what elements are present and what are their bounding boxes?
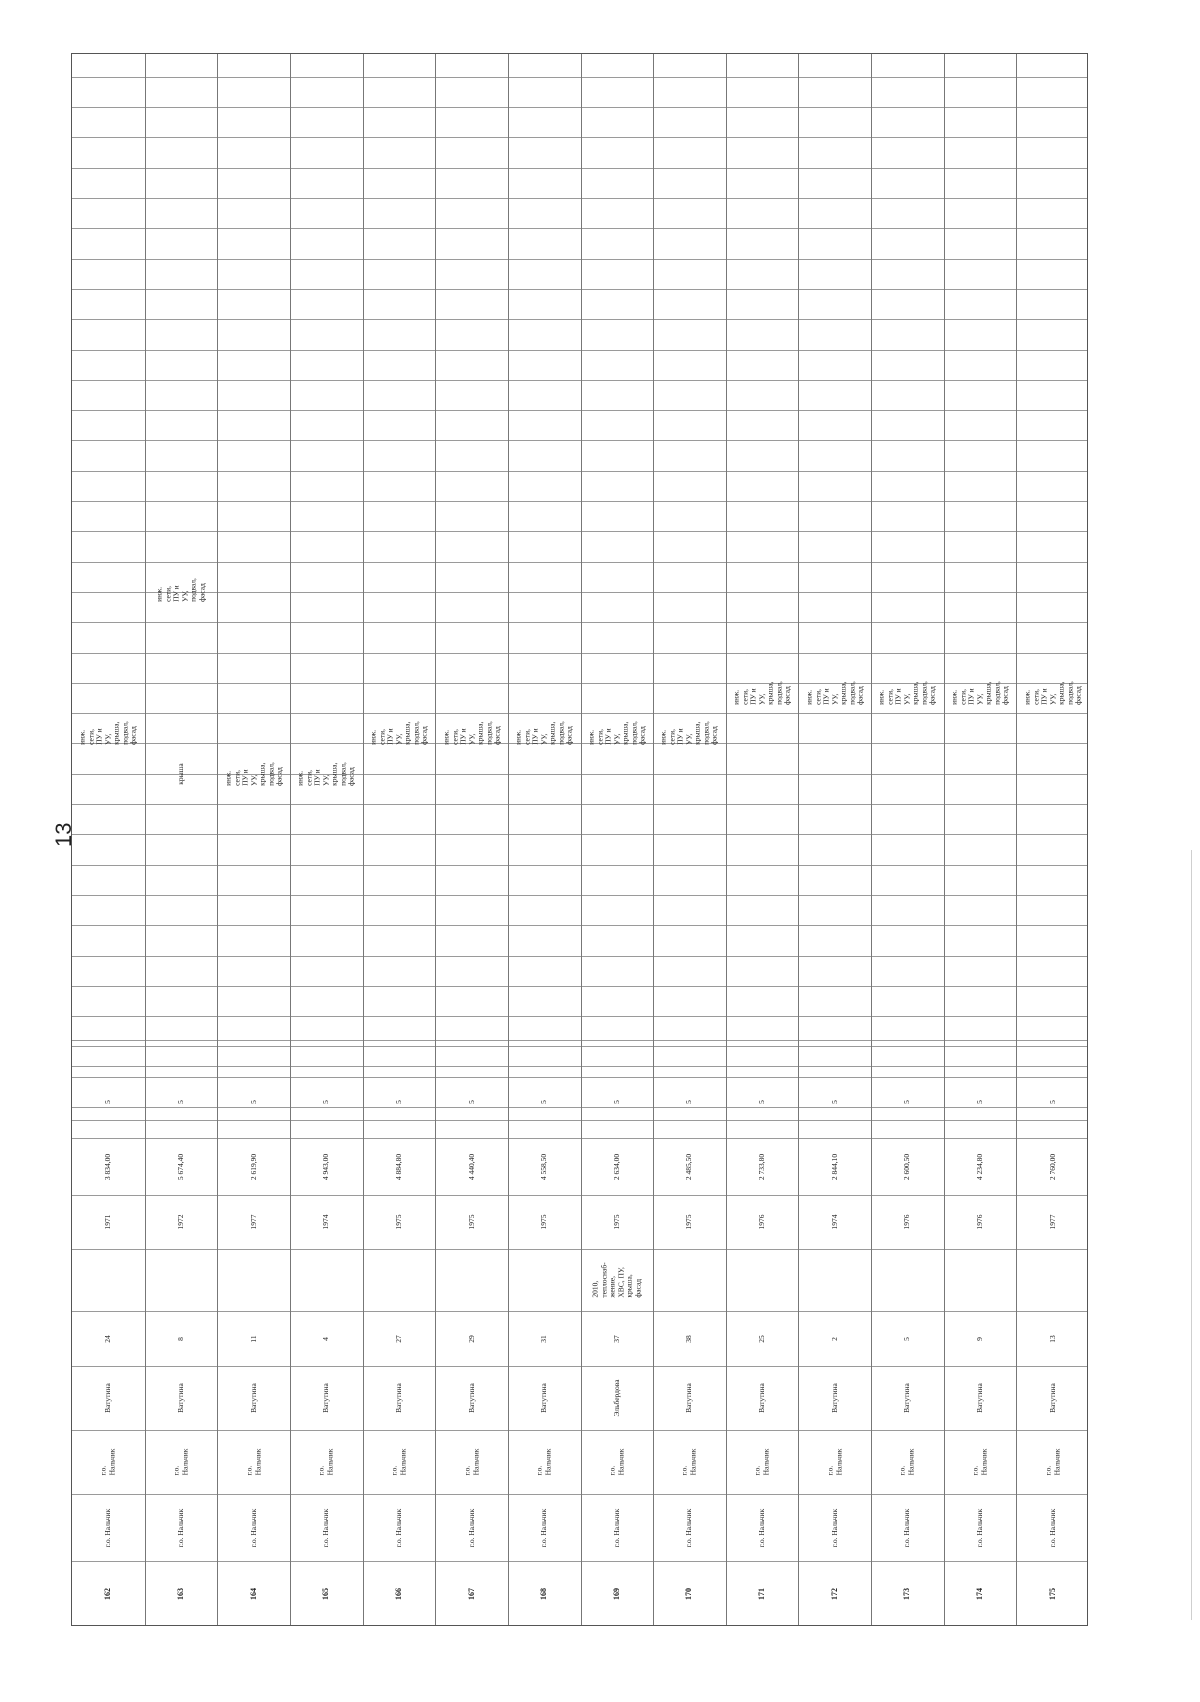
grid-divider [72,1016,1087,1017]
floors-text: 5 [902,1100,912,1104]
cell-works-b [437,691,506,774]
cell-num [510,1561,579,1627]
num-text: 166 [393,1588,403,1600]
street-text: Ватутина [103,1383,113,1413]
row-divider [435,54,436,1625]
year-text: 1971 [103,1214,113,1230]
cell-settlement [873,1494,942,1561]
house-text: 25 [756,1334,766,1343]
area-text: 4 884,80 [393,1153,403,1180]
floors-text: 5 [611,1100,621,1104]
cell-num [365,1561,434,1627]
municipality-text: г.о. Нальчик [389,1448,407,1476]
year-text: 1974 [320,1214,330,1230]
street-text: Ватутина [829,1383,839,1413]
house-text: 2 [829,1336,839,1341]
street-text: Ватутина [248,1383,258,1413]
cell-area [147,1138,216,1195]
area-text: 4 440,40 [466,1153,476,1180]
cell-municipality [873,1430,942,1494]
municipality-text: г.о. Нальчик [534,1448,553,1476]
cell-year [800,1195,869,1249]
cell-street [728,1366,797,1430]
settlement-text: г.о. Нальчик [1047,1508,1057,1547]
num-text: 164 [248,1588,258,1600]
floors-text: 5 [248,1100,258,1104]
grid-divider [72,501,1087,502]
area-text: 2 733,80 [756,1153,766,1180]
municipality-text: г.о. Нальчик [1043,1448,1061,1476]
cell-year [1018,1195,1087,1249]
cell-municipality [728,1430,797,1494]
house-text: 37 [611,1334,621,1343]
cell-municipality [655,1430,724,1494]
cell-num [946,1561,1015,1627]
cell-settlement [74,1494,143,1561]
cell-house [583,1311,652,1366]
year-text: 1976 [902,1214,912,1230]
cell-num [292,1561,361,1627]
cell-settlement [219,1494,288,1561]
cell-year [583,1195,652,1249]
area-text: 5 674,40 [175,1153,185,1180]
works-a-text: крыша [175,763,185,785]
floors-text: 5 [466,1100,476,1104]
cell-house [800,1311,869,1366]
cell-works-c [1018,652,1087,734]
cell-settlement [583,1494,652,1561]
column-divider [72,1249,1087,1250]
row-divider [217,54,218,1625]
area-text: 3 834,00 [103,1153,113,1180]
cell-municipality [147,1430,216,1494]
row-divider [653,54,654,1625]
settlement-text: г.о. Нальчик [974,1508,984,1547]
cell-house [219,1311,288,1366]
municipality-text: г.о. Нальчик [316,1448,335,1476]
cell-year [219,1195,288,1249]
cell-num [800,1561,869,1627]
area-text: 2 634,00 [611,1153,621,1180]
cell-municipality [946,1430,1015,1494]
cell-floors [946,1066,1015,1138]
num-text: 175 [1047,1588,1057,1600]
municipality-text: г.о. Нальчик [970,1448,989,1476]
area-text: 2 600,50 [902,1153,912,1180]
year-text: 1975 [538,1214,548,1230]
capital-repair-table [71,53,1088,1626]
municipality-text: г.о. Нальчик [462,1448,480,1476]
works-c-text: инж. сети, ПУ и УУ, крыша, подвал, фасад [803,681,864,705]
cell-street [437,1366,506,1430]
cell-street [365,1366,434,1430]
cell-num [219,1561,288,1627]
cell-year [74,1195,143,1249]
cell-municipality [510,1430,579,1494]
cell-year [147,1195,216,1249]
grid-divider [72,350,1087,351]
cell-floors [655,1066,724,1138]
cell-settlement [437,1494,506,1561]
cell-works-b [365,691,434,774]
cell-works-a [147,736,216,812]
num-text: 162 [103,1588,113,1600]
cell-municipality [437,1430,506,1494]
cell-year [728,1195,797,1249]
area-text: 2 619,90 [248,1153,258,1180]
municipality-text: г.о. Нальчик [98,1448,117,1476]
cell-works-b [510,691,579,774]
cell-works-b [583,691,652,774]
grid-divider [72,865,1087,866]
num-text: 173 [902,1588,912,1600]
works-b-text: инж. сети, ПУ и УУ, крыша, подвал, фасад [658,720,719,745]
cell-street [74,1366,143,1430]
cell-area [583,1138,652,1195]
year-text: 1977 [248,1214,258,1230]
cell-works-b [655,691,724,774]
cell-num [74,1561,143,1627]
cell-municipality [365,1430,434,1494]
grid-divider [72,137,1087,138]
municipality-text: г.о. Нальчик [825,1448,843,1476]
grid-divider [72,925,1087,926]
cell-area [292,1138,361,1195]
column-divider [72,1040,1087,1041]
year-text: 1975 [684,1214,694,1230]
cell-floors [728,1066,797,1138]
cell-street [946,1366,1015,1430]
cell-floors [800,1066,869,1138]
cell-num [583,1561,652,1627]
num-text: 172 [829,1588,839,1600]
street-text: Ватутина [684,1383,694,1413]
cell-street [292,1366,361,1430]
works-c-text: инж. сети, ПУ и УУ, крыша, подвал, фасад [731,681,792,705]
grid-divider [72,319,1087,320]
row-divider [508,54,509,1625]
cell-works-a [292,736,361,812]
street-text: Ватутина [902,1383,912,1413]
works-a-text: инж. сети, ПУ и УУ, крыша, подвал, фасад [295,762,356,786]
year-text: 1974 [829,1214,839,1230]
municipality-text: г.о. Нальчик [607,1448,625,1476]
works-c-text: инж. сети, ПУ и УУ, крыша, подвал, фасад [949,681,1010,705]
settlement-text: г.о. Нальчик [756,1508,766,1547]
floors-text: 5 [393,1100,403,1104]
street-text: Ватутина [175,1383,185,1413]
cell-street [1018,1366,1087,1430]
cell-area [946,1138,1015,1195]
cell-year [655,1195,724,1249]
works-c-text: инж. сети, ПУ и УУ, крыша, подвал, фасад [1021,681,1082,705]
street-text: Ватутина [320,1383,330,1413]
cell-floors [437,1066,506,1138]
works-d-text: инж. сети, ПУ и УУ, подвал, фасад [154,578,206,602]
house-text: 5 [902,1336,912,1341]
municipality-text: г.о. Нальчик [244,1448,262,1476]
cell-works-c [946,652,1015,734]
row-divider [871,54,872,1625]
cell-street [583,1366,652,1430]
grid-divider [72,622,1087,623]
cell-area [873,1138,942,1195]
cell-num [728,1561,797,1627]
grid-divider [72,168,1087,169]
cell-settlement [292,1494,361,1561]
cell-floors [74,1066,143,1138]
cell-settlement [728,1494,797,1561]
cell-area [800,1138,869,1195]
cell-house [510,1311,579,1366]
settlement-text: г.о. Нальчик [248,1508,258,1547]
cell-house [946,1311,1015,1366]
cell-year [437,1195,506,1249]
street-text: Ватутина [974,1383,984,1413]
cell-floors [292,1066,361,1138]
settlement-text: г.о. Нальчик [466,1508,476,1547]
grid-divider [72,562,1087,563]
grid-divider [72,895,1087,896]
house-text: 27 [393,1334,403,1343]
cell-house [292,1311,361,1366]
cell-floors [583,1066,652,1138]
grid-divider [72,471,1087,472]
works-c-text: инж. сети, ПУ и УУ, крыша, подвал, фасад [876,681,937,705]
grid-divider [72,289,1087,290]
grid-divider [72,107,1087,108]
house-text: 24 [103,1334,113,1343]
cell-works-a [219,736,288,812]
cell-settlement [946,1494,1015,1561]
works-b-text: инж. сети, ПУ и УУ, крыша, подвал, фасад [77,720,138,745]
cell-municipality [219,1430,288,1494]
cell-settlement [365,1494,434,1561]
num-text: 169 [611,1588,621,1600]
grid-divider [72,956,1087,957]
row-divider [1016,54,1017,1625]
area-text: 2 844,10 [829,1153,839,1180]
cell-year [292,1195,361,1249]
settlement-text: г.о. Нальчик [611,1508,621,1547]
cell-works-c [873,652,942,734]
cell-area [437,1138,506,1195]
cell-year [873,1195,942,1249]
info-text: 2010, теплоснаб- жение, ХВС, ПУ, крыша, фасад [590,1262,642,1298]
settlement-text: г.о. Нальчик [320,1508,330,1547]
cell-settlement [510,1494,579,1561]
cell-area [219,1138,288,1195]
grid-divider [72,834,1087,835]
grid-divider [72,440,1087,441]
street-text: Ватутина [466,1383,476,1413]
house-text: 31 [538,1334,548,1343]
cell-settlement [655,1494,724,1561]
settlement-text: г.о. Нальчик [829,1508,839,1547]
floors-text: 5 [684,1100,694,1104]
cell-municipality [583,1430,652,1494]
cell-works-d [147,560,216,620]
grid-divider [72,259,1087,260]
grid-divider [72,592,1087,593]
cell-area [1018,1138,1087,1195]
cell-house [873,1311,942,1366]
cell-street [873,1366,942,1430]
municipality-text: г.о. Нальчик [752,1448,771,1476]
page-number: 13 [51,822,76,847]
cell-area [728,1138,797,1195]
grid-divider [72,410,1087,411]
settlement-text: г.о. Нальчик [684,1508,694,1547]
house-text: 13 [1047,1334,1057,1343]
street-text: Эльбердова [611,1379,621,1417]
area-text: 2 760,00 [1047,1153,1057,1180]
house-text: 4 [320,1336,330,1341]
settlement-text: г.о. Нальчик [103,1508,113,1547]
cell-num [437,1561,506,1627]
municipality-text: г.о. Нальчик [897,1448,916,1476]
cell-house [365,1311,434,1366]
grid-divider [72,228,1087,229]
year-text: 1976 [974,1214,984,1230]
cell-house [1018,1311,1087,1366]
num-text: 171 [756,1588,766,1600]
cell-works-c [728,652,797,734]
cell-settlement [147,1494,216,1561]
settlement-text: г.о. Нальчик [538,1508,548,1547]
municipality-text: г.о. Нальчик [171,1448,189,1476]
street-text: Ватутина [1047,1383,1057,1413]
settlement-text: г.о. Нальчик [393,1508,403,1547]
floors-text: 5 [175,1100,185,1104]
works-b-text: инж. сети, ПУ и УУ, крыша, подвал, фасад [368,720,429,745]
house-text: 11 [248,1334,258,1343]
cell-year [510,1195,579,1249]
cell-num [655,1561,724,1627]
cell-municipality [800,1430,869,1494]
cell-street [147,1366,216,1430]
cell-num [873,1561,942,1627]
year-text: 1975 [466,1214,476,1230]
cell-works-c [800,652,869,734]
cell-street [655,1366,724,1430]
cell-municipality [1018,1430,1087,1494]
cell-num [147,1561,216,1627]
area-text: 4 234,80 [974,1153,984,1180]
grid-divider [72,77,1087,78]
cell-area [365,1138,434,1195]
grid-divider [72,986,1087,987]
cell-street [219,1366,288,1430]
house-text: 38 [684,1334,694,1343]
cell-house [655,1311,724,1366]
year-text: 1977 [1047,1214,1057,1230]
floors-text: 5 [103,1100,113,1104]
cell-area [655,1138,724,1195]
year-text: 1975 [393,1214,403,1230]
house-text: 9 [974,1336,984,1341]
floors-text: 5 [756,1100,766,1104]
cell-house [437,1311,506,1366]
row-divider [798,54,799,1625]
num-text: 174 [974,1588,984,1600]
cell-floors [510,1066,579,1138]
works-b-text: инж. сети, ПУ и УУ, крыша, подвал, фасад [440,720,501,745]
floors-text: 5 [829,1100,839,1104]
cell-year [946,1195,1015,1249]
house-text: 8 [175,1336,185,1341]
row-divider [290,54,291,1625]
works-b-text: инж. сети, ПУ и УУ, крыша, подвал, фасад [586,720,647,745]
settlement-text: г.о. Нальчик [175,1508,185,1547]
cell-house [147,1311,216,1366]
area-text: 4 943,00 [320,1153,330,1180]
cell-municipality [74,1430,143,1494]
cell-municipality [292,1430,361,1494]
cell-floors [147,1066,216,1138]
num-text: 168 [538,1588,548,1600]
num-text: 170 [684,1588,694,1600]
grid-divider [72,531,1087,532]
street-text: Ватутина [393,1383,403,1413]
municipality-text: г.о. Нальчик [679,1448,698,1476]
cell-settlement [800,1494,869,1561]
floors-text: 5 [320,1100,330,1104]
year-text: 1972 [175,1214,185,1230]
year-text: 1976 [756,1214,766,1230]
cell-info [583,1249,652,1311]
cell-street [800,1366,869,1430]
street-text: Ватутина [538,1383,548,1413]
works-a-text: инж. сети, ПУ и УУ, крыша, подвал, фасад [222,762,283,786]
cell-area [74,1138,143,1195]
works-b-text: инж. сети, ПУ и УУ, крыша, подвал, фасад [513,720,574,745]
floors-text: 5 [974,1100,984,1104]
cell-floors [1018,1066,1087,1138]
area-text: 2 485,50 [684,1153,694,1180]
grid-divider [72,380,1087,381]
cell-house [74,1311,143,1366]
cell-floors [873,1066,942,1138]
cell-street [510,1366,579,1430]
grid-divider [72,198,1087,199]
num-text: 165 [320,1588,330,1600]
cell-area [510,1138,579,1195]
cell-works-b [74,691,143,774]
num-text: 167 [466,1588,476,1600]
street-text: Ватутина [756,1383,766,1413]
cell-num [1018,1561,1087,1627]
grid-divider [72,1046,1087,1047]
cell-settlement [1018,1494,1087,1561]
floors-text: 5 [1047,1100,1057,1104]
cell-floors [365,1066,434,1138]
area-text: 4 558,50 [538,1153,548,1180]
num-text: 163 [175,1588,185,1600]
cell-floors [219,1066,288,1138]
settlement-text: г.о. Нальчик [902,1508,912,1547]
year-text: 1975 [611,1214,621,1230]
house-text: 29 [466,1334,476,1343]
cell-year [365,1195,434,1249]
page-edge-line [1191,850,1192,1620]
floors-text: 5 [538,1100,548,1104]
cell-house [728,1311,797,1366]
